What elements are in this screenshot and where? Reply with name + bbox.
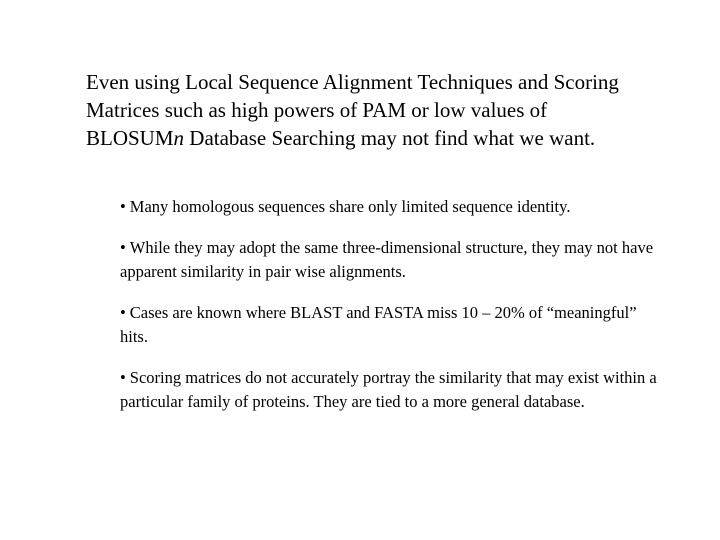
bullet-item	[120, 301, 660, 349]
bullet-list	[120, 195, 660, 414]
bullet-icon: •	[120, 368, 126, 387]
heading-text-part2: Database Searching may not find what we want.	[184, 126, 596, 150]
bullet-text: Scoring matrices do not accurately portray the similarity that may exist within a particular family of proteins. They are tied to a more general database.	[120, 368, 657, 411]
bullet-item	[120, 366, 660, 414]
bullet-text: Cases are known where BLAST and FASTA miss 10 – 20% of “meaningful” hits.	[120, 303, 637, 346]
slide-heading	[86, 68, 646, 152]
bullet-text: While they may adopt the same three-dimensional structure, they may not have apparent similarity in pair wise alignments.	[120, 238, 654, 281]
heading-text-part1: Even using Local Sequence Alignment Techniques and Scoring Matrices such as high powers of PAM or low values of BLOSUM	[86, 70, 619, 150]
bullet-text: Many homologous sequences share only limited sequence identity.	[129, 197, 571, 216]
bullet-icon: •	[120, 303, 126, 322]
bullet-item	[120, 236, 660, 284]
heading-italic-n: n	[173, 126, 185, 150]
bullet-icon: •	[120, 238, 126, 257]
bullet-icon: •	[120, 197, 126, 216]
bullet-item	[120, 195, 660, 219]
